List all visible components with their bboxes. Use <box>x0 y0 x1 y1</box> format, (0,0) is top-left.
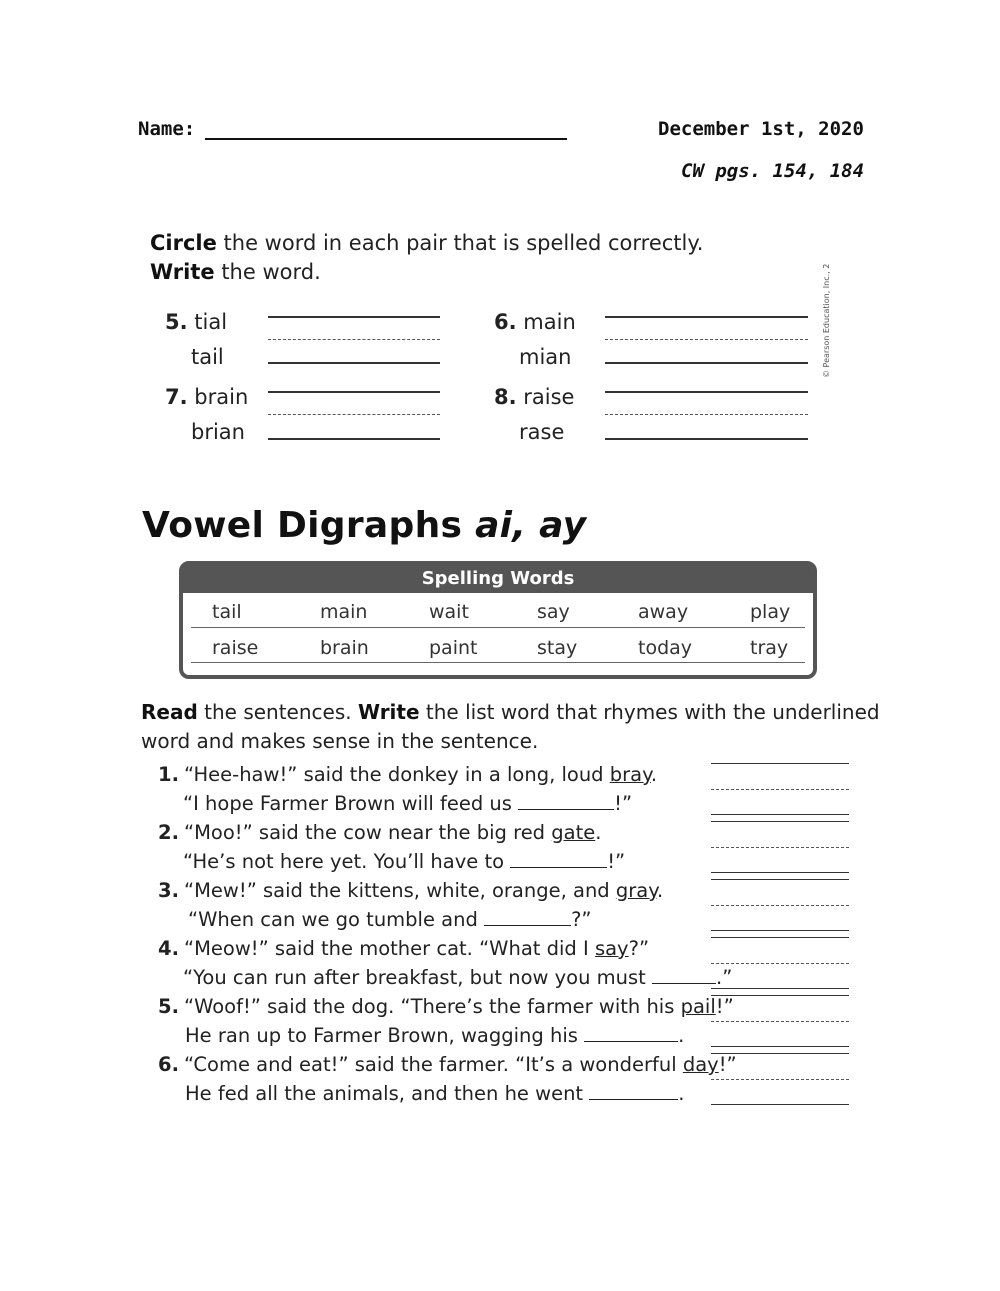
spelling-words-box <box>179 561 817 679</box>
sentence-text: “Come and eat!” said the farmer. “It’s a wonderful <box>184 1053 683 1076</box>
read-instructions <box>141 698 880 756</box>
sentence-line-1 <box>158 763 657 786</box>
write-line[interactable] <box>605 362 808 364</box>
answer-baseline <box>711 930 849 931</box>
answer-line[interactable] <box>711 1053 849 1054</box>
spelling-word: brain <box>320 637 369 659</box>
underlined-word: day <box>682 1053 719 1076</box>
answer-line[interactable] <box>711 763 849 764</box>
word-option[interactable]: brain <box>194 385 249 409</box>
instr-read-rest: the list word that rhymes with the underlined <box>419 700 880 724</box>
write-line[interactable] <box>605 438 808 440</box>
instr-write-rest: the word. <box>214 260 321 284</box>
fill-in-blank[interactable] <box>652 967 716 984</box>
date-text: December 1st, 2020 <box>658 118 864 140</box>
instr-circle-rest: the word in each pair that is spelled correctly. <box>216 231 704 255</box>
spelling-word: say <box>537 601 570 623</box>
sentence-number: 3. <box>158 879 179 902</box>
sentence-line-2 <box>185 1082 684 1105</box>
sentence-text-end: !” <box>718 1053 737 1076</box>
sentence-number: 1. <box>158 763 179 786</box>
sentence-line-2 <box>183 850 625 873</box>
answer-baseline <box>711 1046 849 1047</box>
sentence-text: “You can run after breakfast, but now you must <box>183 966 653 989</box>
answer-guide <box>711 963 849 964</box>
item-5-alt[interactable]: tail <box>191 345 224 369</box>
sentence-text: “When can we go tumble and <box>188 908 485 931</box>
answer-line[interactable] <box>711 937 849 938</box>
sentence-line-1 <box>158 879 663 902</box>
sentence-text-end: !” <box>715 995 734 1018</box>
sentence-number: 4. <box>158 937 179 960</box>
item-8-alt[interactable]: rase <box>519 420 565 444</box>
item-5 <box>165 310 227 334</box>
underlined-word: say <box>594 937 629 960</box>
spelling-word: stay <box>537 637 578 659</box>
spelling-word: today <box>638 637 693 659</box>
item-7 <box>165 385 248 409</box>
sentence-text: “Mew!” said the kittens, white, orange, and <box>184 879 616 902</box>
instr-read-word: Read <box>141 700 198 724</box>
spelling-word: play <box>750 601 791 623</box>
sentence-text-end: !” <box>614 792 633 815</box>
sentence-number: 6. <box>158 1053 179 1076</box>
sentence-text-end: .” <box>716 966 733 989</box>
item-7-alt[interactable]: brian <box>191 420 245 444</box>
spelling-word: tray <box>750 637 789 659</box>
item-6-alt[interactable]: mian <box>519 345 572 369</box>
underlined-word: pail <box>680 995 716 1018</box>
row-rule <box>191 662 805 663</box>
sentence-text: “Hee-haw!” said the donkey in a long, loud <box>184 763 610 786</box>
write-line[interactable] <box>268 316 440 318</box>
sentence-text-end: ?” <box>628 937 650 960</box>
item-number: 7. <box>165 385 188 409</box>
instr-read-mid: the sentences. <box>197 700 358 724</box>
dashed-guide <box>268 339 440 340</box>
instr-read-line2: word and makes sense in the sentence. <box>141 729 539 753</box>
sentence-line-1 <box>158 1053 737 1076</box>
sentence-text-end: . <box>595 821 602 844</box>
title-italic: ai, ay <box>475 505 587 546</box>
word-option[interactable]: tial <box>194 310 228 334</box>
sentence-text: “I hope Farmer Brown will feed us <box>183 792 519 815</box>
answer-baseline <box>711 988 849 989</box>
write-line[interactable] <box>268 391 440 393</box>
dashed-guide <box>605 414 808 415</box>
sentence-text-end: . <box>678 1082 685 1105</box>
sentence-line-2 <box>188 908 592 931</box>
word-option[interactable]: main <box>523 310 576 334</box>
name-label: Name: <box>138 118 196 140</box>
spelling-word: main <box>320 601 368 623</box>
sentence-line-2 <box>183 966 732 989</box>
sentence-text: He ran up to Farmer Brown, wagging his <box>185 1024 585 1047</box>
item-number: 6. <box>494 310 517 334</box>
page-title <box>142 505 586 546</box>
item-8 <box>494 385 574 409</box>
dashed-guide <box>268 414 440 415</box>
spelling-word: raise <box>212 637 259 659</box>
sentence-text-end: . <box>657 879 664 902</box>
fill-in-blank[interactable] <box>518 793 614 810</box>
sentence-line-2 <box>183 792 632 815</box>
instr-write-word: Write <box>150 260 215 284</box>
spelling-word: paint <box>429 637 478 659</box>
write-line[interactable] <box>605 316 808 318</box>
underlined-word: bray <box>609 763 651 786</box>
answer-baseline <box>711 872 849 873</box>
instr-circle-word: Circle <box>150 231 217 255</box>
name-field <box>138 118 567 140</box>
answer-guide <box>711 1021 849 1022</box>
sentence-text: “He’s not here yet. You’ll have to <box>183 850 511 873</box>
sentence-text-end: ?” <box>571 908 592 931</box>
spelling-word: wait <box>429 601 469 623</box>
fill-in-blank[interactable] <box>589 1083 678 1100</box>
spelling-word: tail <box>212 601 242 623</box>
fill-in-blank[interactable] <box>484 909 571 926</box>
answer-guide <box>711 789 849 790</box>
sentence-line-1 <box>158 821 601 844</box>
write-line[interactable] <box>268 362 440 364</box>
dashed-guide <box>605 339 808 340</box>
spelling-words-heading: Spelling Words <box>183 565 813 593</box>
underlined-word: gray <box>615 879 657 902</box>
spelling-word: away <box>638 601 689 623</box>
sentence-text: “Meow!” said the mother cat. “What did I <box>184 937 595 960</box>
circle-instructions <box>150 229 703 287</box>
row-rule <box>191 627 805 628</box>
item-number: 8. <box>494 385 517 409</box>
answer-line[interactable] <box>711 995 849 996</box>
instr-write-word-2: Write <box>357 700 420 724</box>
sentence-text-end: . <box>650 763 658 786</box>
item-6 <box>494 310 576 334</box>
name-blank[interactable] <box>205 120 567 140</box>
sentence-text-end: !” <box>607 850 626 873</box>
answer-line[interactable] <box>711 821 849 822</box>
title-main: Vowel Digraphs <box>142 505 476 546</box>
sentence-line-1 <box>158 937 649 960</box>
sentence-number: 2. <box>158 821 179 844</box>
word-option[interactable]: raise <box>523 385 575 409</box>
answer-guide <box>711 1079 849 1080</box>
answer-baseline <box>711 1104 849 1105</box>
sentence-line-2 <box>185 1024 684 1047</box>
answer-guide <box>711 905 849 906</box>
answer-baseline <box>711 814 849 815</box>
answer-guide <box>711 847 849 848</box>
fill-in-blank[interactable] <box>510 851 607 868</box>
fill-in-blank[interactable] <box>584 1025 678 1042</box>
write-line[interactable] <box>605 391 808 393</box>
write-line[interactable] <box>268 438 440 440</box>
sentence-text-end: . <box>678 1024 685 1047</box>
answer-line[interactable] <box>711 879 849 880</box>
sentence-text: “Moo!” said the cow near the big red <box>184 821 552 844</box>
sentence-number: 5. <box>158 995 179 1018</box>
sentence-text: He fed all the animals, and then he went <box>185 1082 590 1105</box>
pages-text: CW pgs. 154, 184 <box>681 160 865 182</box>
item-number: 5. <box>165 310 188 334</box>
sentence-line-1 <box>158 995 734 1018</box>
underlined-word: gate <box>551 821 596 844</box>
sentence-text: “Woof!” said the dog. “There’s the farmer with his <box>184 995 681 1018</box>
copyright-notice: © Pearson Education, Inc., 2 <box>822 263 831 378</box>
